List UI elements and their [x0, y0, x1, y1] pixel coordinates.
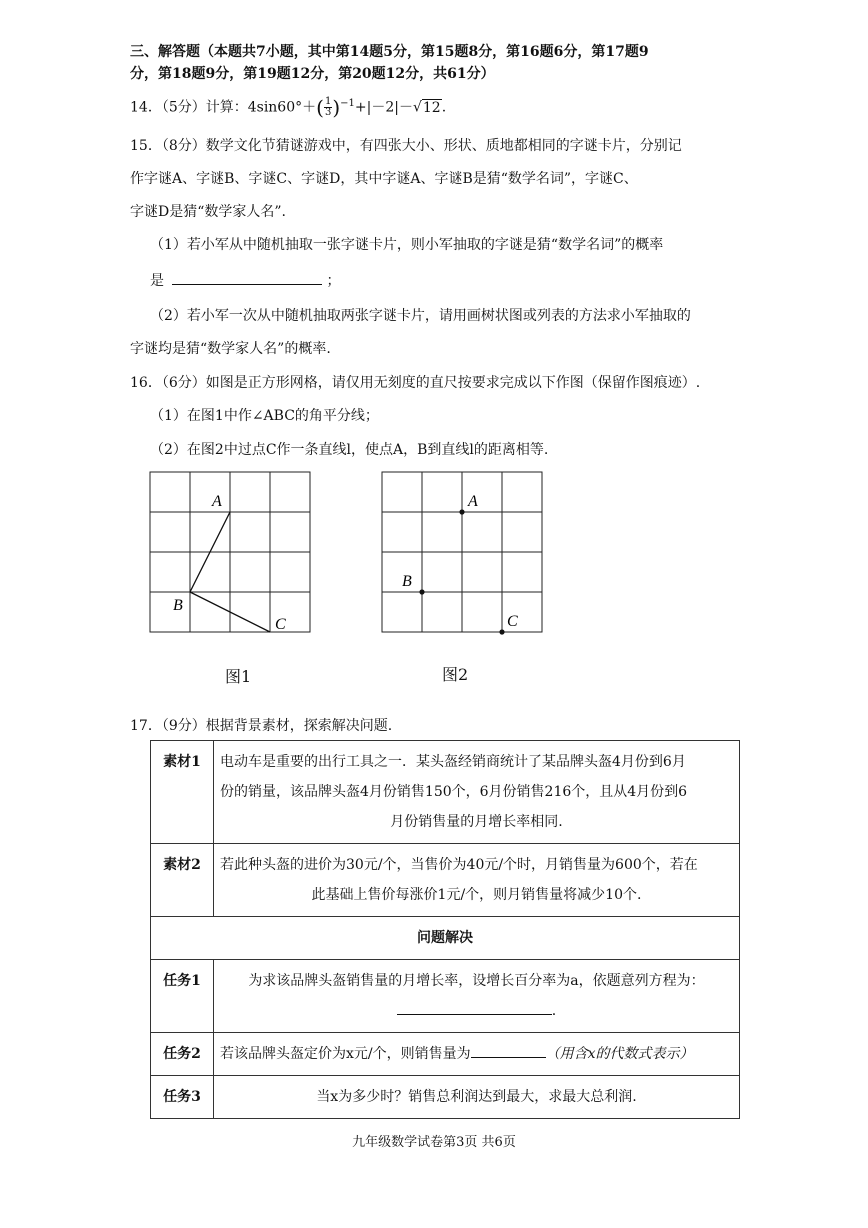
material-1-text-line2: 份的销量，该品牌头盔4月份销售150个，6月份销售216个，且从4月份到6	[220, 784, 688, 800]
material-2-text	[214, 844, 740, 917]
q15-part1-line1: （1）若小军从中随机抽取一张字谜卡片，则小军抽取的字谜是猜“数学名词”的概率	[150, 237, 664, 253]
q15-line1: 15．（8分）数学文化节猜谜游戏中，有四张大小、形状、质地都相同的字谜卡片，分别记	[130, 138, 682, 154]
figure-2-grid	[372, 460, 552, 645]
q16-line1: 16．（6分）如图是正方形网格，请仅用无刻度的直尺按要求完成以下作图（保留作图痕迹）.	[130, 375, 701, 391]
section-heading-line1: 三、解答题（本题共7小题，其中第14题5分，第15题8分，第16题6分，第17题9	[130, 44, 649, 60]
material-2-row	[151, 844, 740, 917]
q15-part1-line2	[150, 270, 340, 291]
fig1-label-c: C	[275, 616, 286, 633]
q17-material-table	[150, 740, 740, 1119]
material-1-text-line1: 电动车是重要的出行工具之一．某头盔经销商统计了某品牌头盔4月份到6月	[220, 754, 686, 770]
q14-frac-num: 1	[324, 96, 332, 108]
q14-frac-den: 3	[324, 107, 332, 119]
page-footer: 九年级数学试卷第3页 共6页	[352, 1135, 516, 1150]
q15-line3: 字谜D是猜“数学家人名”.	[130, 204, 286, 220]
q15-part1-prefix: 是	[150, 273, 164, 289]
material-2-text-line1: 若此种头盔的进价为30元/个，当售价为40元/个时，月销售量为600个，若在	[220, 857, 698, 873]
q14-sqrt-sign: √	[412, 99, 422, 116]
q14-exponent: −1	[340, 98, 355, 109]
q16-part1: （1）在图1中作∠ABC的角平分线；	[150, 408, 379, 424]
task-1-end: .	[551, 1003, 557, 1019]
task-2-answer-blank[interactable]	[471, 1043, 546, 1058]
material-1-label: 素材1	[151, 741, 214, 844]
task-3-text: 当x为多少时？销售总利润达到最大，求最大总利润.	[214, 1076, 740, 1119]
q17-intro: 17．（9分）根据背景素材，探索解决问题.	[130, 718, 393, 734]
q14-prefix: 14．（5分）计算：4sin60°＋	[130, 99, 317, 116]
task-2-hint: （用含x的代数式表示）	[545, 1046, 694, 1062]
q14-sqrt-arg: 12	[422, 99, 441, 116]
q15-part1-suffix: ；	[326, 273, 341, 289]
q14-mid: +|－2|－	[354, 99, 413, 116]
figure-1-caption: 图1	[225, 667, 252, 686]
material-1-text	[214, 741, 740, 844]
q15-answer-blank[interactable]	[172, 270, 322, 285]
q15-line2: 作字谜A、字谜B、字谜C、字谜D，其中字谜A、字谜B是猜“数学名词”，字谜C、	[130, 171, 638, 187]
task-3-row	[151, 1076, 740, 1119]
material-2-text-line2: 此基础上售价每涨价1元/个，则月销售量将减少10个.	[311, 887, 642, 903]
problem-header-row	[151, 917, 740, 960]
task-1-row	[151, 960, 740, 1033]
task-2-text-main: 若该品牌头盔定价为x元/个，则销售量为	[220, 1046, 471, 1062]
q15-part2-line1: （2）若小军一次从中随机抽取两张字谜卡片，请用画树状图或列表的方法求小军抽取的	[150, 308, 691, 324]
task-3-label: 任务3	[151, 1076, 214, 1119]
material-1-text-line3: 月份销售量的月增长率相同.	[390, 814, 563, 830]
fig2-point-c	[499, 629, 504, 634]
task-1-label: 任务1	[151, 960, 214, 1033]
section-heading-line2: 分，第18题9分，第19题12分，第20题12分，共61分）	[130, 66, 495, 82]
task-1-answer-blank[interactable]	[397, 1000, 552, 1015]
fig2-point-a	[459, 509, 464, 514]
figure-2-caption: 图2	[442, 665, 469, 684]
fig2-point-b	[419, 589, 424, 594]
fig2-label-b: B	[402, 573, 412, 590]
task-1-text-line1: 为求该品牌头盔销售量的月增长率，设增长百分率为a，依题意列方程为：	[248, 973, 705, 989]
task-2-label: 任务2	[151, 1033, 214, 1076]
question-14	[130, 94, 446, 118]
q14-end: .	[441, 99, 447, 116]
fig1-label-a: A	[212, 493, 222, 510]
fig2-label-c: C	[507, 613, 518, 630]
q14-paren-close: )	[332, 95, 341, 120]
q16-part2: （2）在图2中过点C作一条直线l，使点A，B到直线l的距离相等.	[150, 442, 549, 458]
fig2-label-a: A	[468, 493, 478, 510]
task-2-text	[214, 1033, 740, 1076]
fig1-label-b: B	[173, 597, 183, 614]
material-1-row	[151, 741, 740, 844]
task-1-answer-line	[220, 996, 733, 1026]
q14-paren-open: (	[316, 95, 324, 120]
material-2-label: 素材2	[151, 844, 214, 917]
figure-1-grid	[140, 460, 320, 645]
task-2-row	[151, 1033, 740, 1076]
figure-2-gridlines	[382, 472, 542, 632]
task-1-text	[214, 960, 740, 1033]
q15-part2-line2: 字谜均是猜“数学家人名”的概率.	[130, 341, 331, 357]
problem-header: 问题解决	[151, 917, 740, 960]
